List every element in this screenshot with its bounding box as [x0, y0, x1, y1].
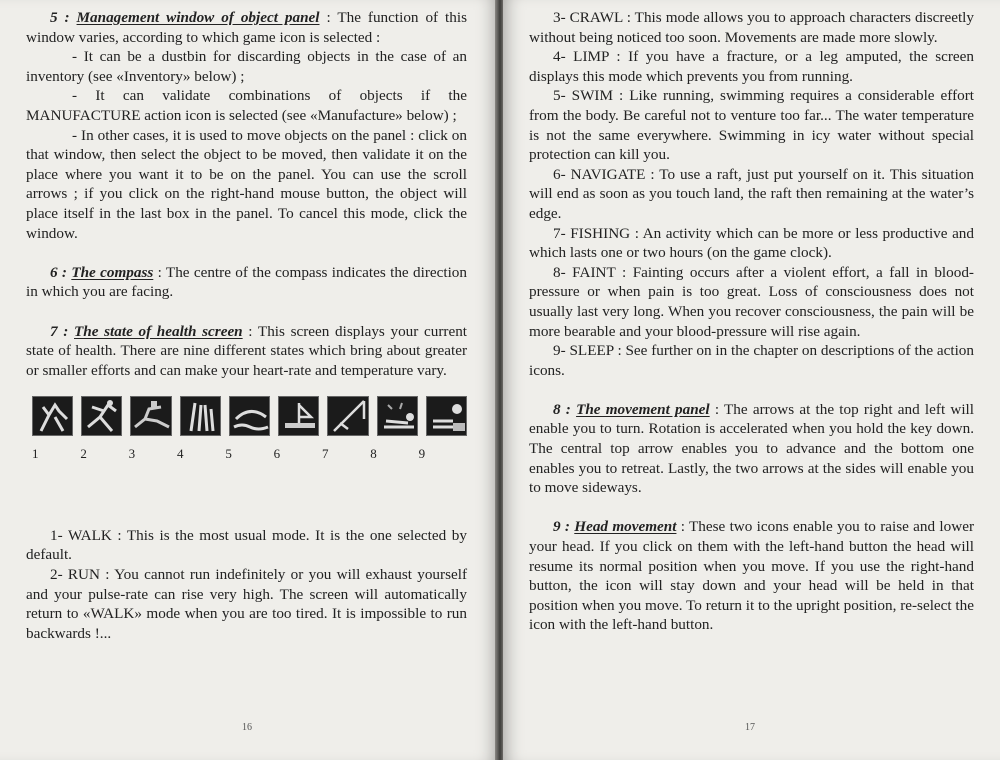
state-crawl: 3- CRAWL : This mode allows you to approach characters discreetly without being noticed too soon. Movements are made more slowly. — [529, 9, 974, 46]
state-number: 4 — [176, 446, 184, 462]
state-number: 9 — [418, 446, 426, 462]
section-7 — [26, 322, 467, 381]
state-navigate: 6- NAVIGATE : To use a raft, just put yourself on it. This situation will end as soon as you touch land, the raft then remaining at the water’s edge. — [529, 165, 974, 222]
section-5-bullet-3: - In other cases, it is used to move objects on the panel : click on that window, then select the object to be moved, then validate it on the place where you want it to be on the panel. You can use the scroll arrows ; if you click on the right-hand mouse button, the object will place itself in the last box in the panel. To cancel this mode, click the window. — [26, 126, 467, 242]
section-5-bullet-1: - It can be a dustbin for discarding objects in the case of an inventory (see «Inventory» below) ; — [26, 48, 467, 85]
state-swim: 5- SWIM : Like running, swimming requires a considerable effort from the body. Be careful not to venture too far... The water temperature is not the same everywhere. Swimming in icy water without special protection can kill you. — [529, 87, 974, 164]
section-6 — [26, 263, 467, 302]
state-fishing: 7- FISHING : An activity which can be more or less productive and which lasts one or two hours (on the game clock). — [529, 224, 974, 262]
left-page — [0, 0, 497, 760]
state-number: 7 — [321, 446, 329, 462]
section-9-number: 9 : — [553, 518, 575, 536]
section-7-text: : This screen displays your current state of health. There are nine different states which bring about greater or smaller efforts and can make your heart-rate and temperature vary. — [26, 322, 468, 379]
limp-state-icon — [180, 396, 221, 436]
health-state-icons — [32, 396, 467, 436]
section-8-number: 8 : — [553, 400, 577, 418]
section-7-number: 7 : — [50, 322, 74, 340]
state-number: 3 — [128, 446, 136, 462]
state-number: 2 — [80, 446, 87, 462]
state-number: 6 — [273, 446, 281, 462]
section-8-text: : The arrows at the top right and left will enable you to turn. Rotation is accelerated when you hold the key down. The central top arrow enables you to advance and the bottom one enables you to retreat. Lastly, the two arrows at the sides will enable you to move sideways. — [529, 400, 974, 497]
fishing-state-icon — [327, 396, 368, 436]
section-8-title: The movement panel — [576, 400, 710, 418]
swim-state-icon — [229, 396, 270, 436]
section-5 — [26, 8, 467, 47]
state-walk: 1- WALK : This is the most usual mode. It is the one selected by default. — [26, 526, 467, 564]
state-number: 8 — [370, 446, 377, 462]
state-number: 1 — [32, 446, 39, 462]
right-page — [503, 0, 1000, 760]
crawl-state-icon — [130, 396, 171, 436]
section-7-title: The state of health screen — [74, 322, 243, 340]
section-6-text: : The centre of the compass indicates the direction in which you are facing. — [26, 263, 467, 301]
state-limp: 4- LIMP : If you have a fracture, or a leg amputed, the screen displays this mode which prevents you from running. — [529, 48, 974, 85]
section-5-lead: : The function of this window varies, according to which game icon is selected : — [26, 9, 467, 46]
section-9-title: Head movement — [574, 518, 677, 536]
walk-state-icon — [32, 396, 73, 436]
section-5-bullet-2: - It can validate combinations of objects if the MANUFACTURE action icon is selected (see «Manufacture» below) ; — [26, 87, 467, 124]
faint-state-icon — [377, 396, 418, 436]
state-sleep: 9- SLEEP : See further on in the chapter on descriptions of the action icons. — [529, 342, 974, 379]
state-faint: 8- FAINT : Fainting occurs after a violent effort, a fall in blood-pressure or when pain is too great. Loss of consciousness does not usually last very long. When you recover consciousness, the pain will be more bearable and your blood-pressure will rise again. — [529, 263, 974, 340]
page-number-right: 17 — [745, 722, 755, 734]
state-number: 5 — [225, 446, 232, 462]
page-number-left: 16 — [242, 722, 252, 734]
state-run: 2- RUN : You cannot run indefinitely or you will exhaust yourself and your pulse-rate can rise very high. The screen will automatically return to «WALK» mode when you are too tired. It is impossible to run backwards !... — [26, 566, 467, 642]
section-5-number: 5 : — [50, 9, 77, 26]
section-9 — [529, 517, 974, 635]
sleep-state-icon — [426, 396, 467, 436]
section-6-number: 6 : — [50, 263, 72, 281]
run-state-icon — [81, 396, 122, 436]
section-5-title: Management window of object panel — [76, 9, 320, 26]
section-6-title: The compass — [71, 263, 154, 281]
navigate-state-icon — [278, 396, 319, 436]
health-state-numbers — [32, 444, 467, 464]
section-8 — [529, 400, 974, 498]
section-9-text: : These two icons enable you to raise and lower your head. If you click on them with the left-hand button the head will resume its normal position when you move. If you use the right-hand button, the icon will stay down and your head will be held in that position when you move. To return it to the upright position, re-select the icon with the left-hand button. — [529, 518, 975, 634]
